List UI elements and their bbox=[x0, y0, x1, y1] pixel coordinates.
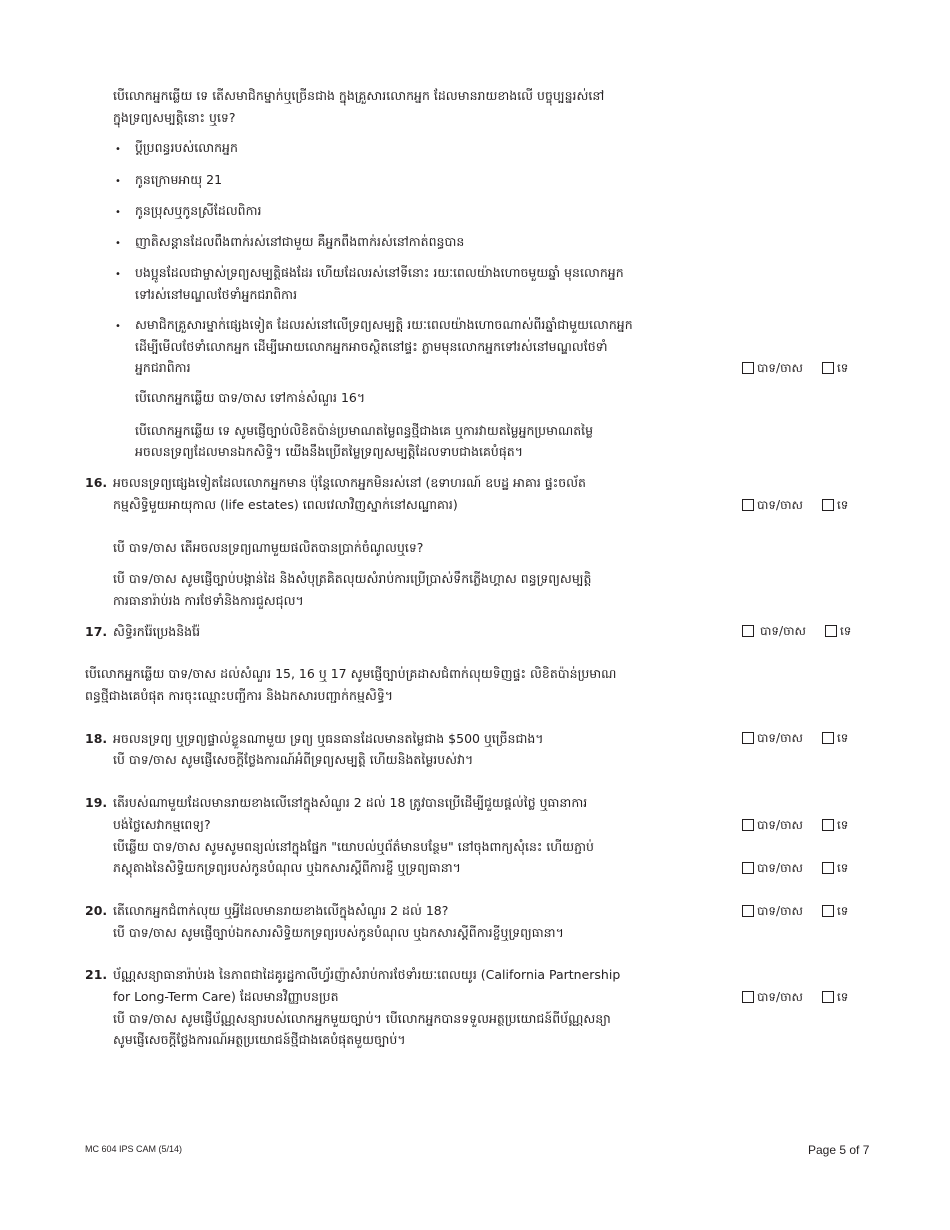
note-no-line-1: បើលោកអ្នកឆ្លើយ ទេ សូមផ្ញើច្បាប់លិខិតប៉ាន់ប្រមាណតម្លៃពន្ធថ្មីជាងគេ ឬការវាយតម្លៃអ្នកប្រមាណតម្លៃ bbox=[135, 423, 594, 438]
bullet-dot: • bbox=[115, 207, 121, 218]
list-item: កូនប្រុសឬកូនស្រីដែលពិការ bbox=[135, 203, 262, 218]
q17-text: សិទ្ធិរករ៉ែប្រេងនិងរ៉ែ bbox=[113, 624, 201, 639]
q21-answer bbox=[742, 990, 848, 1004]
q16-number: 16. bbox=[85, 475, 108, 490]
no-label: ទេ bbox=[836, 990, 849, 1004]
list-item: សមាជិកគ្រួសារម្នាក់ផ្សេងទៀត ដែលរស់នៅលើទ្រព្យសម្បត្តិ រយៈពេលយ៉ាងហោចណាស់ពីរឆ្នាំជាមួយលោកអ្នក bbox=[135, 317, 633, 332]
q21-line-4: សូមផ្ញើសេចក្តីថ្លែងការណ៍អត្ថប្រយោជន៍ថ្មីជាងគេបំផុតមួយច្បាប់។ bbox=[113, 1032, 406, 1047]
q16-follow-2-line-2: ការធានារ៉ាប់រង ការថែទាំនិងការជួសជុល។ bbox=[113, 593, 304, 608]
yes-label: បាទ/ចាស bbox=[760, 624, 806, 638]
yes-checkbox[interactable] bbox=[742, 362, 754, 374]
yes-checkbox[interactable] bbox=[742, 905, 754, 917]
q19-line-2: បង់ថ្លៃសេវាកម្មពេទ្យ? bbox=[113, 817, 211, 832]
note-no-line-2: អចលនទ្រព្យដែលមានឯកសិទ្ធិ។ យើងនឹងប្រើតម្លៃទ្រព្យសម្បត្តិដែលទាបជាងគេបំផុត។ bbox=[135, 444, 523, 459]
q20-line-2: បើ បាទ/ចាស សូមផ្ញើច្បាប់ឯកសារសិទ្ធិយកទ្រព្យរបស់កូនបំណុល ឬឯកសារស្តីពីការខ្ចីឬទ្រព្យធានា។ bbox=[113, 925, 564, 940]
intro-line-2: ក្នុងទ្រព្យសម្បត្តិនោះ ឬទេ? bbox=[113, 110, 236, 125]
q18-number: 18. bbox=[85, 731, 108, 746]
list-item: ញាតិសន្តានដែលពឹងពាក់រស់នៅជាមួយ គឺអ្នកពឹងពាក់រស់នៅកាត់ពន្ធបាន bbox=[135, 234, 465, 249]
q20-number: 20. bbox=[85, 903, 108, 918]
q15-answer bbox=[742, 361, 848, 375]
no-checkbox[interactable] bbox=[822, 819, 834, 831]
q19-line-4: ភស្តុតាងនៃសិទ្ធិយកទ្រព្យរបស់កូនបំណុល ឬឯកសារស្តីពីការខ្ចី ឬទ្រព្យធានា។ bbox=[113, 860, 461, 875]
no-checkbox[interactable] bbox=[822, 862, 834, 874]
yes-checkbox[interactable] bbox=[742, 732, 754, 744]
yes-label: បាទ/ចាស bbox=[757, 818, 803, 832]
q18-answer bbox=[742, 731, 848, 745]
yes-checkbox[interactable] bbox=[742, 991, 754, 1003]
list-item-cont: អ្នកជរាពិការ bbox=[135, 360, 191, 375]
yes-label: បាទ/ចាស bbox=[757, 361, 803, 375]
q21-number: 21. bbox=[85, 967, 108, 982]
yes-label: បាទ/ចាស bbox=[757, 990, 803, 1004]
bullet-dot: • bbox=[115, 321, 121, 332]
no-checkbox[interactable] bbox=[822, 991, 834, 1003]
list-item: ប្តីប្រពន្ធរបស់លោកអ្នក bbox=[135, 140, 238, 155]
q17-number: 17. bbox=[85, 624, 108, 639]
q19-line-1: តើរបស់ណាមួយដែលមានរាយខាងលើនៅក្នុងសំណួរ 2 ដល់ 18 ត្រូវបានប្រើដើម្បីជួយផ្តល់ថ្លៃ ឬធានាការ bbox=[113, 795, 588, 810]
q19b-answer bbox=[742, 861, 848, 875]
no-label: ទេ bbox=[839, 624, 852, 638]
intro-line-1: បើលោកអ្នកឆ្លើយ ទេ តើសមាជិកម្នាក់ឬច្រើនជាង ក្នុងគ្រួសារលោកអ្នក ដែលមានរាយខាងលើ បច្ចុប្បន្នរស់នៅ bbox=[113, 88, 605, 103]
q16-follow-2-line-1: បើ បាទ/ចាស សូមផ្ញើច្បាប់បង្កាន់ដៃ និងសំបុត្រគិតលុយសំរាប់ការប្រើប្រាស់ទឹកភ្លើងហ្គាស ពន្ធទ្រព្យសម្បត្តិ bbox=[113, 571, 592, 586]
no-label: ទេ bbox=[836, 498, 849, 512]
list-item-cont: ដើម្បីមើលថែទាំលោកអ្នក ដើម្បីអោយលោកអ្នកអាចស្ថិតនៅផ្ទះ ភ្លាមមុនលោកអ្នកទៅរស់នៅមណ្ឌលថែទាំ bbox=[135, 339, 608, 354]
yes-checkbox[interactable] bbox=[742, 625, 754, 637]
list-item: បងប្អូនដែលជាម្ចាស់ទ្រព្យសម្បត្តិផងដែរ ហើយដែលរស់នៅទីនោះ រយៈពេលយ៉ាងហោចមួយឆ្នាំ មុនលោកអ្នក bbox=[135, 265, 624, 280]
q21-line-3: បើ បាទ/ចាស សូមផ្ញើប័ណ្ណសន្យារបស់លោកអ្នកមួយច្បាប់។ បើលោកអ្នកបានទទួលអត្ថប្រយោជន៍ពីប័ណ្ណសន្យា bbox=[113, 1011, 611, 1026]
no-label: ទេ bbox=[836, 818, 849, 832]
q19-answer bbox=[742, 818, 848, 832]
yes-label: បាទ/ចាស bbox=[757, 861, 803, 875]
yes-label: បាទ/ចាស bbox=[757, 904, 803, 918]
no-checkbox[interactable] bbox=[822, 905, 834, 917]
yes-checkbox[interactable] bbox=[742, 819, 754, 831]
yes-label: បាទ/ចាស bbox=[757, 731, 803, 745]
q16-line-2: កម្មសិទ្ធិមួយអាយុកាល (life estates) ពេលវេលាវិញស្នាក់នៅសណ្ឋាគារ) bbox=[113, 497, 458, 512]
q21-line-1: ប័ណ្ណសន្យាធានារ៉ាប់រង នៃភាពជាដៃគូរដ្ឋកាលីហ្វ័រញ៉ាសំរាប់ការថែទាំរយៈពេលយូរ (California Partnership bbox=[113, 967, 621, 982]
no-checkbox[interactable] bbox=[822, 499, 834, 511]
note-15-17-line-1: បើលោកអ្នកឆ្លើយ បាទ/ចាស ដល់សំណួរ 15, 16 ឬ 17 សូមផ្ញើច្បាប់គ្រដាសជំពាក់លុយទិញផ្ទះ លិខិតប៉ាន់ប្រមាណ bbox=[85, 666, 617, 681]
q20-answer bbox=[742, 904, 848, 918]
no-label: ទេ bbox=[836, 861, 849, 875]
list-item: កូនក្រោមអាយុ 21 bbox=[135, 172, 223, 187]
note-yes: បើលោកអ្នកឆ្លើយ បាទ/ចាស ទៅកាន់សំណួរ 16។ bbox=[135, 390, 366, 405]
yes-label: បាទ/ចាស bbox=[757, 498, 803, 512]
yes-checkbox[interactable] bbox=[742, 862, 754, 874]
bullet-dot: • bbox=[115, 144, 121, 155]
page-number: Page 5 of 7 bbox=[808, 1143, 870, 1157]
no-label: ទេ bbox=[836, 904, 849, 918]
q18-line-2: បើ បាទ/ចាស សូមផ្ញើសេចក្តីថ្លែងការណ៍អំពីទ្រព្យសម្បត្តិ ហើយនិងតម្លៃរបស់វា។ bbox=[113, 752, 474, 767]
no-label: ទេ bbox=[836, 361, 849, 375]
bullet-dot: • bbox=[115, 176, 121, 187]
q17-answer bbox=[742, 624, 851, 638]
no-checkbox[interactable] bbox=[822, 362, 834, 374]
q18-line-1: អចលនទ្រព្យ ឬទ្រព្យផ្ទាល់ខ្លួនណាមួយ ទ្រព្យ ឬធនធានដែលមានតម្លៃជាង $500 ឬច្រើនជាង។ bbox=[113, 731, 544, 746]
q20-line-1: តើលោកអ្នកជំពាក់លុយ ឬអ្វីដែលមានរាយខាងលើក្នុងសំណួរ 2 ដល់ 18? bbox=[113, 903, 449, 918]
yes-checkbox[interactable] bbox=[742, 499, 754, 511]
q16-line-1: អចលនទ្រព្យផ្សេងទៀតដែលលោកអ្នកមាន ប៉ុន្តែលោកអ្នកមិនរស់នៅ (ឧទាហរណ៍ ឧបដ្ឋ អាគារ ផ្ទះចល័ត bbox=[113, 475, 586, 490]
q19-number: 19. bbox=[85, 795, 108, 810]
q19-line-3: បើឆ្លើយ បាទ/ចាស សូមសូមពន្យល់នៅក្នុងផ្នែក "យោបល់ឬព័ត៌មានបន្ថែម" នៅចុងពាក្យសុំនេះ ហើយភ្ជាប់ bbox=[113, 839, 594, 854]
bullet-dot: • bbox=[115, 269, 121, 280]
list-item-cont: ទៅរស់នៅមណ្ឌលថែទាំអ្នកជរាពិការ bbox=[135, 287, 298, 302]
note-15-17-line-2: ពន្ធថ្មីជាងគេបំផុត ការចុះឈ្មោះបញ្ជីការ និងឯកសារបញ្ជាក់កម្មសិទ្ធិ។ bbox=[85, 688, 393, 703]
no-label: ទេ bbox=[836, 731, 849, 745]
q21-line-2: for Long-Term Care) ដែលមានវិញ្ញាបនប្រត bbox=[113, 989, 339, 1004]
no-checkbox[interactable] bbox=[822, 732, 834, 744]
q16-follow-1: បើ បាទ/ចាស តើអចលនទ្រព្យណាមួយផលិតបានប្រាក់ចំណូលឬទេ? bbox=[113, 540, 424, 555]
form-id: MC 604 IPS CAM (5/14) bbox=[85, 1144, 183, 1154]
q16-answer bbox=[742, 498, 848, 512]
bullet-dot: • bbox=[115, 238, 121, 249]
no-checkbox[interactable] bbox=[825, 625, 837, 637]
